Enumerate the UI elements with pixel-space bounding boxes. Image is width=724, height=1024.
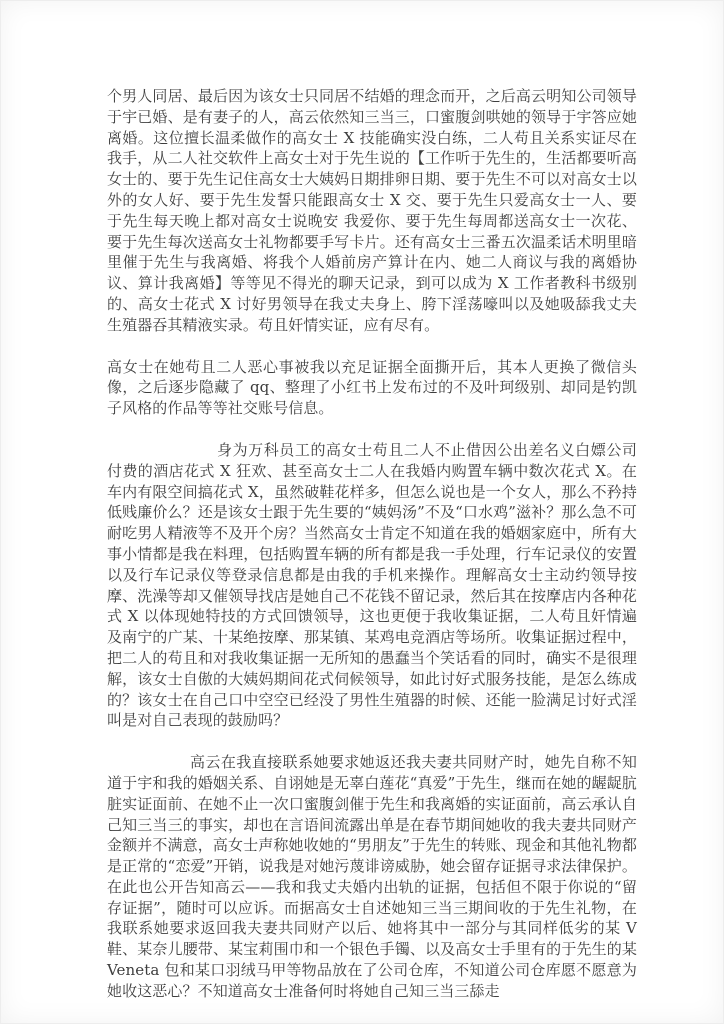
paragraph-2: 高女士在她苟且二人恶心事被我以充足证据全面撕开后，其本人更换了微信头像，之后逐步隐藏了 qq、整理了小红书上发布过的不及叶珂级别、却同是钓凯子风格的作品等等社交账号信息。 [107,357,637,418]
paragraph-1: 个男人同居、最后因为该女士只同居不结婚的理念而开，之后高云明知公司领导于宇已婚、是有妻子的人，高云依然知三当三，口蜜腹剑哄她的领导于宇答应她离婚。这位擅长温柔做作的高女士 X 技能确实没白练，二人苟且关系实证尽在我手，从二人社交软件上高女士对于先生说的【工作听于先生的，生活都要听高女士的、要于先生记住高女士大姨妈日期排卵日期、要于先生不可以对高女士以外的女人好、要于先生发誓只能跟高女士 X 交、要于先生只爱高女士一人、要于先生每天晚上都对高女士说晚安 我爱你、要于先生每周都送高女士一次花、要于先生每次送高女士礼物都要手写卡片。还有高女士三番五次温柔话术明里暗里催于先生与我离婚、将我个人婚前房产算计在内、她二人商议与我的离婚协议、算计我离婚】等等见不得光的聊天记录，到可以成为 X 工作者教科书级别的、高女士花式 X 讨好男领导在我丈夫身上、胯下淫荡嚎叫以及她吸舔我丈夫生殖器吞其精液实录。苟且奸情实证，应有尽有。 [107,87,637,334]
paragraph-4: 高云在我直接联系她要求她返还我夫妻共同财产时，她先自称不知道于宇和我的婚姻关系、自诩她是无辜白莲花“真爱”于先生，继而在她的龌龊肮脏实证面前、在她不止一次口蜜腹剑催于先生和我离婚的实证面前，高云承认自己知三当三的事实，却也在言语间流露出单是在春节期间她收的我夫妻共同财产金额并不满意，高女士声称她收她的“男朋友”于先生的转账、现金和其他礼物都是正常的“恋爱”开销，说我是对她污蔑诽谤威胁，她会留存证据寻求法律保护。在此也公开告知高云——我和我丈夫婚内出轨的证据，包括但不限于你说的“留存证据”，随时可以应诉。而据高女士自述她知三当三期间收的于先生礼物，在我联系她要求返回我夫妻共同财产以后、她将其中一部分与其同样低劣的某 V 鞋、某奈儿腰带、某宝莉围巾和一个银色手镯、以及高女士手里有的于先生的某 Veneta 包和某口羽绒马甲等物品放在了公司仓库，不知道公司仓库愿不愿意为她收这恶心？不知道高女士准备何时将她自己知三当三舔走 [107,753,637,1000]
paragraph-3: 身为万科员工的高女士苟且二人不止借因公出差名义白嫖公司付费的酒店花式 X 狂欢、甚至高女士二人在我婚内购置车辆中数次花式 X。在车内有限空间搞花式 X，虽然破鞋花样多，但怎么说也是一个女人，那么不矜持低贱廉价么？还是该女士跟于先生要的“姨妈汤”不及“口水鸡”滋补？那么急不可耐吃男人精液等不及开个房？当然高女士肯定不知道在我的婚姻家庭中，所有大事小情都是我在料理，包括购置车辆的所有都是我一手处理，行车记录仪的安置以及行车记录仪等登录信息都是由我的手机来操作。理解高女士主动约领导按摩、洗澡等却又催领导找店是她自己不花钱不留记录，然后其在按摩店内各种花式 X 以体现她特技的方式回馈领导，这也更便于我收集证据，二人苟且奸情遍及南宁的广某、十某绝按摩、那某镇、某鸡电竞酒店等场所。收集证据过程中，把二人的苟且和对我收集证据一无所知的愚蠢当个笑话看的同时，确实不是很理解，该女士自傲的大姨妈期间花式伺候领导，如此讨好式服务技能，是怎么练成的？该女士在自己口中空空已经没了男性生殖器的时候、还能一脸满足讨好式淫叫是对自己表现的鼓励吗？ [107,440,637,730]
